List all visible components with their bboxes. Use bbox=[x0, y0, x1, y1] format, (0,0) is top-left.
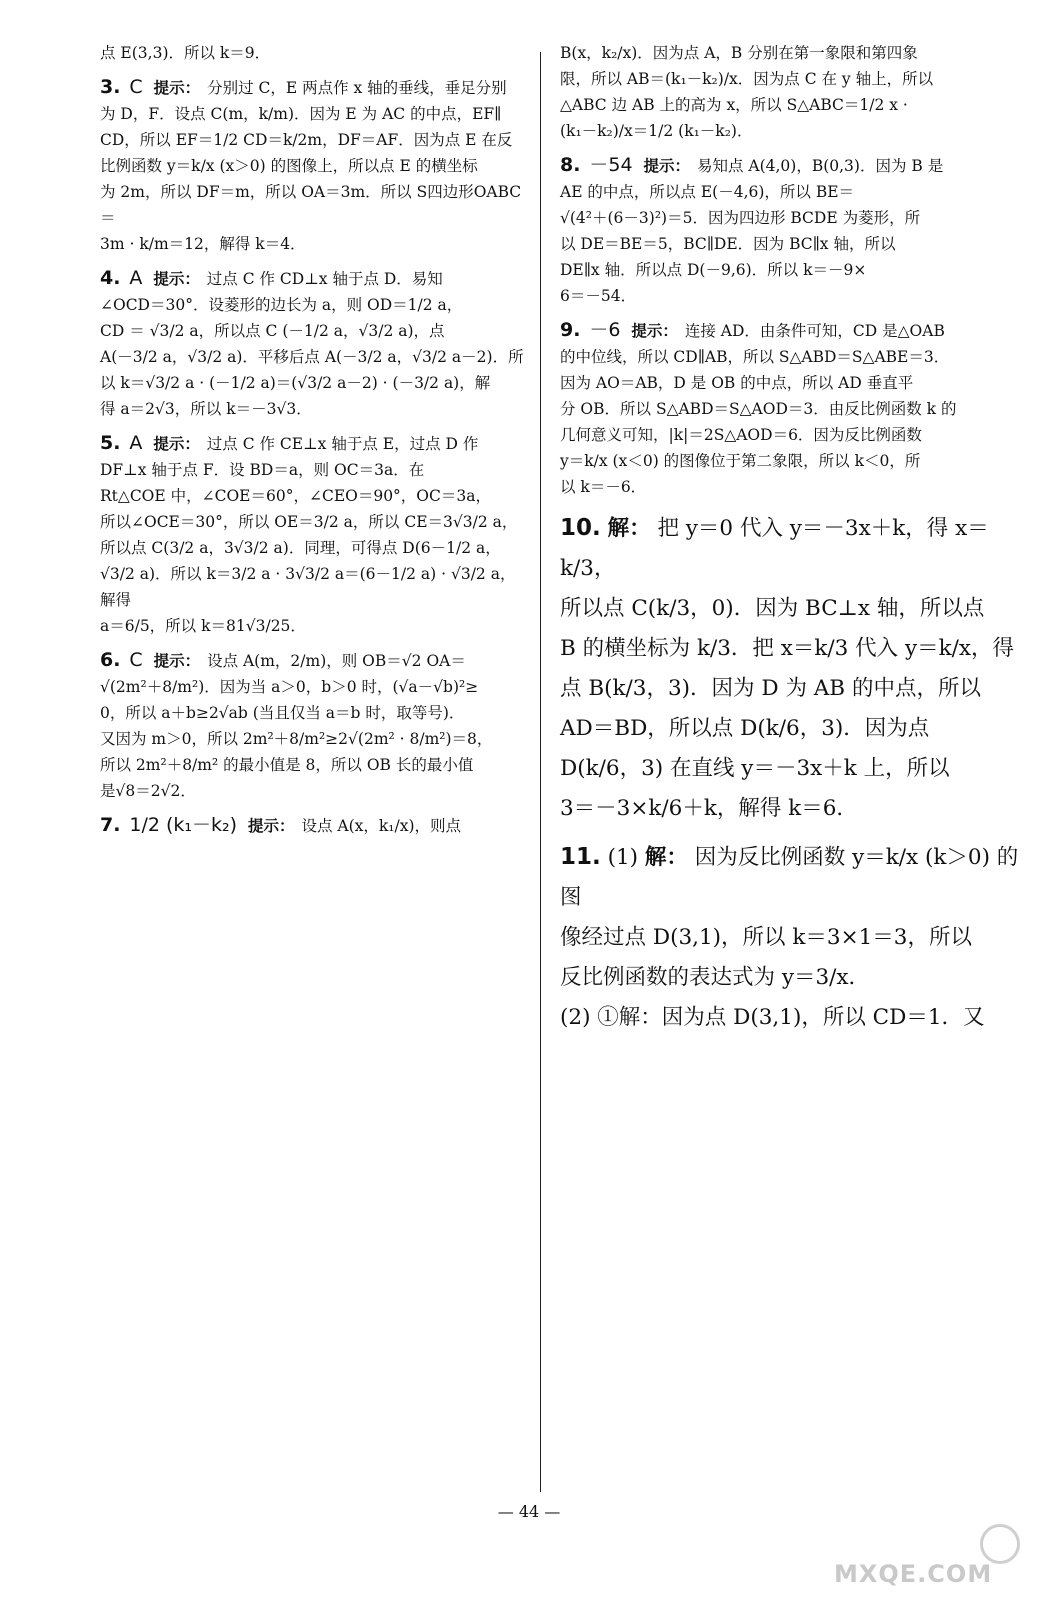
answer-value: 1/2 (k₁－k₂) bbox=[129, 814, 238, 836]
text-line: √(2m²＋8/m²)．因为当 a＞0，b＞0 时，(√a－√b)²≥ bbox=[100, 678, 479, 696]
question-number: 5. bbox=[100, 432, 121, 454]
text-line: 以 k＝－6． bbox=[560, 478, 647, 496]
answer-item-11 bbox=[560, 837, 1020, 1038]
answer-tail bbox=[100, 40, 526, 66]
text-line: (k₁－k₂)/x＝1/2 (k₁－k₂)． bbox=[560, 122, 753, 140]
text-line: 过点 C 作 CE⊥x 轴于点 E，过点 D 作 bbox=[206, 435, 479, 453]
text-line: 把 y＝0 代入 y＝－3x＋k，得 x＝k/3， bbox=[560, 516, 989, 581]
text-line: DF⊥x 轴于点 F．设 BD＝a，则 OC＝3a．在 bbox=[100, 461, 425, 479]
text-line: AE 的中点，所以点 E(－4,6)，所以 BE＝ bbox=[560, 183, 855, 201]
text-line: 3＝－3×k/6＋k，解得 k＝6． bbox=[560, 796, 858, 821]
answer-item-8 bbox=[560, 152, 1020, 309]
text-line: 设点 A(x，k₁/x)，则点 bbox=[301, 817, 461, 835]
text-line: 得 a＝2√3，所以 k＝－3√3． bbox=[100, 400, 312, 418]
text-line: A(－3/2 a，√3/2 a)．平移后点 A(－3/2 a，√3/2 a－2)．所 bbox=[100, 348, 524, 366]
watermark-badge-icon bbox=[980, 1524, 1020, 1564]
question-number: 8. bbox=[560, 154, 581, 176]
question-number: 10. bbox=[560, 515, 601, 541]
hint-label: 提示： bbox=[153, 78, 201, 97]
text-line: a＝6/5，所以 k＝81√3/25． bbox=[100, 617, 306, 635]
text-line: D(k/6，3) 在直线 y＝－3x＋k 上，所以 bbox=[560, 756, 950, 781]
text-line: 为 D，F．设点 C(m，k/m)．因为 E 为 AC 的中点，EF∥ bbox=[100, 105, 502, 123]
question-number: 3. bbox=[100, 76, 121, 98]
text-line: 6＝－54． bbox=[560, 287, 637, 305]
watermark bbox=[834, 1528, 1020, 1588]
text-line: ∠OCD＝30°．设菱形的边长为 a，则 OD＝1/2 a， bbox=[100, 296, 463, 314]
text-line: △ABC 边 AB 上的高为 x，所以 S△ABC＝1/2 x · bbox=[560, 96, 908, 114]
text-line: 3m · k/m＝12，解得 k＝4． bbox=[100, 235, 306, 253]
text-line: B 的横坐标为 k/3．把 x＝k/3 代入 y＝k/x，得 bbox=[560, 636, 1015, 661]
hint-label: 提示： bbox=[153, 434, 200, 453]
answer-item-10 bbox=[560, 508, 1020, 829]
text-line: 所以点 C(k/3，0)．因为 BC⊥x 轴，所以点 bbox=[560, 596, 985, 621]
answer-choice: A bbox=[129, 432, 143, 454]
text-line: 以 k＝√3/2 a · (－1/2 a)＝(√3/2 a－2) · (－3/2 a)，解 bbox=[100, 374, 491, 392]
text-line: 的中位线，所以 CD∥AB，所以 S△ABD＝S△ABE＝3． bbox=[560, 348, 950, 366]
text-line: √3/2 a)．所以 k＝3/2 a · 3√3/2 a＝(6－1/2 a) · √3/2 a，解得 bbox=[100, 565, 516, 609]
solution-label: 解： bbox=[607, 516, 651, 541]
hint-label: 提示： bbox=[643, 156, 691, 175]
answer-item-6 bbox=[100, 647, 526, 804]
text-line: 是√8＝2√2． bbox=[100, 782, 196, 800]
text-line: DE∥x 轴．所以点 D(－9,6)．所以 k＝－9× bbox=[560, 261, 867, 279]
question-number: 11. bbox=[560, 844, 601, 870]
text-line: 为 2m，所以 DF＝m，所以 OA＝3m．所以 S四边形OABC＝ bbox=[100, 183, 522, 227]
text-line: y＝k/x (x＜0) 的图像位于第二象限，所以 k＜0，所 bbox=[560, 452, 921, 470]
text-line: 连接 AD．由条件可知，CD 是△OAB bbox=[684, 322, 945, 340]
question-number: 6. bbox=[100, 649, 121, 671]
text-line: 又因为 m＞0，所以 2m²＋8/m²≥2√(2m² · 8/m²)＝8， bbox=[100, 730, 493, 748]
text-line: Rt△COE 中，∠COE＝60°，∠CEO＝90°，OC＝3a， bbox=[100, 487, 491, 505]
text-line: 所以点 C(3/2 a，3√3/2 a)．同理，可得点 D(6－1/2 a， bbox=[100, 539, 501, 557]
answer-item-4 bbox=[100, 265, 526, 422]
watermark-text: MXQE.COM bbox=[834, 1560, 993, 1588]
text-line: 点 B(k/3，3)．因为 D 为 AB 的中点，所以 bbox=[560, 676, 981, 701]
text-line: 反比例函数的表达式为 y＝3/x． bbox=[560, 965, 871, 990]
answer-item-9 bbox=[560, 317, 1020, 500]
text-line: B(x，k₂/x)．因为点 A，B 分别在第一象限和第四象 bbox=[560, 44, 918, 62]
solution-label: 解： bbox=[644, 845, 688, 870]
answer-item-3 bbox=[100, 74, 526, 257]
question-number: 4. bbox=[100, 267, 121, 289]
text-line: 以 DE＝BE＝5，BC∥DE．因为 BC∥x 轴，所以 bbox=[560, 235, 896, 253]
text-line: 像经过点 D(3,1)，所以 k＝3×1＝3，所以 bbox=[560, 925, 972, 950]
hint-label: 提示： bbox=[631, 321, 678, 340]
text-line: 因为反比例函数 y＝k/x (k＞0) 的图 bbox=[560, 845, 1019, 910]
hint-label: 提示： bbox=[153, 651, 201, 670]
text-line: 因为 AO＝AB，D 是 OB 的中点，所以 AD 垂直平 bbox=[560, 374, 914, 392]
text-line: 限，所以 AB＝(k₁－k₂)/x．因为点 C 在 y 轴上，所以 bbox=[560, 70, 934, 88]
text-line: 所以∠OCE＝30°，所以 OE＝3/2 a，所以 CE＝3√3/2 a， bbox=[100, 513, 518, 531]
text-line: CD ＝ √3/2 a，所以点 C (－1/2 a，√3/2 a)，点 bbox=[100, 322, 445, 340]
answer-value: －54 bbox=[589, 154, 633, 176]
answer-item-7 bbox=[100, 812, 526, 839]
text-line: (2) ①解：因为点 D(3,1)，所以 CD＝1．又 bbox=[560, 1005, 985, 1030]
text-line: 分别过 C，E 两点作 x 轴的垂线，垂足分别 bbox=[207, 79, 507, 97]
text-line: 点 E(3,3)．所以 k＝9． bbox=[100, 44, 271, 62]
text-line: √(4²＋(6－3)²)＝5．因为四边形 BCDE 为菱形，所 bbox=[560, 209, 921, 227]
text-line: 几何意义可知，|k|＝2S△AOD＝6．因为反比例函数 bbox=[560, 426, 922, 444]
text-line: 所以 2m²＋8/m² 的最小值是 8，所以 OB 长的最小值 bbox=[100, 756, 474, 774]
text-line: 比例函数 y＝k/x (x＞0) 的图像上，所以点 E 的横坐标 bbox=[100, 157, 478, 175]
page-number: — 44 — bbox=[497, 1502, 561, 1521]
answer-value: －6 bbox=[589, 319, 621, 341]
text-line: 设点 A(m，2/m)，则 OB＝√2 OA＝ bbox=[207, 652, 466, 670]
text-line: 易知点 A(4,0)，B(0,3)．因为 B 是 bbox=[696, 157, 944, 175]
hint-label: 提示： bbox=[153, 269, 200, 288]
text-line: 0，所以 a＋b≥2√ab (当且仅当 a＝b 时，取等号)． bbox=[100, 704, 465, 722]
text-line: 过点 C 作 CD⊥x 轴于点 D．易知 bbox=[206, 270, 443, 288]
part-label: (1) bbox=[607, 845, 639, 870]
question-number: 9. bbox=[560, 319, 581, 341]
answer-choice: C bbox=[129, 76, 143, 98]
text-line: AD＝BD，所以点 D(k/6，3)．因为点 bbox=[560, 716, 930, 741]
question-number: 7. bbox=[100, 814, 121, 836]
answer-choice: C bbox=[129, 649, 143, 671]
answer-item-7-continued bbox=[560, 40, 1020, 144]
hint-label: 提示： bbox=[248, 816, 295, 835]
left-column bbox=[100, 40, 526, 847]
column-divider bbox=[540, 52, 541, 1492]
text-line: 分 OB．所以 S△ABD＝S△AOD＝3．由反比例函数 k 的 bbox=[560, 400, 957, 418]
answer-item-5 bbox=[100, 430, 526, 639]
right-column bbox=[560, 40, 1020, 1046]
answer-choice: A bbox=[129, 267, 143, 289]
text-line: CD，所以 EF＝1/2 CD＝k/2m，DF＝AF．因为点 E 在反 bbox=[100, 131, 513, 149]
